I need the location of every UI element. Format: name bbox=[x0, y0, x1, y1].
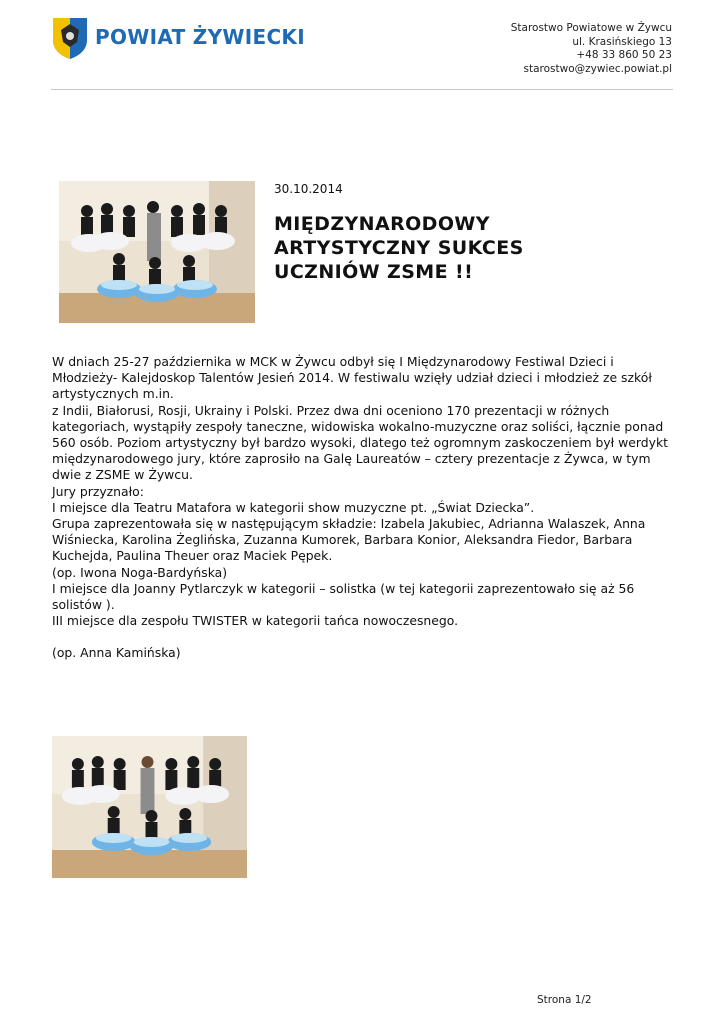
article-photo bbox=[59, 181, 255, 323]
county-coat-of-arms-icon bbox=[51, 16, 89, 60]
paragraph: Jury przyznało: bbox=[52, 483, 144, 499]
title-line: MIĘDZYNARODOWY bbox=[274, 213, 490, 235]
header-divider bbox=[51, 89, 673, 90]
paragraph: III miejsce dla zespołu TWISTER w kategorii tańca nowoczesnego. bbox=[52, 613, 459, 629]
paragraph: I miejsce dla Joanny Pytlarczyk w kategorii – solistka (w tej kategorii zaprezentowało się aż 56 solistów ). bbox=[52, 580, 635, 613]
paragraph-spacer bbox=[52, 629, 677, 645]
office-address: ul. Krasińskiego 13 bbox=[572, 35, 672, 48]
paragraph: (op. Iwona Noga-Bardyńska) bbox=[52, 564, 228, 580]
contact-block bbox=[511, 22, 672, 76]
gallery-photo bbox=[52, 736, 247, 878]
paragraph: I miejsce dla Teatru Matafora w kategorii show muzyczne pt. „Świat Dziecka”. bbox=[52, 499, 535, 515]
article-body bbox=[52, 354, 677, 662]
paragraph: (op. Anna Kamińska) bbox=[52, 645, 181, 661]
article-title bbox=[274, 212, 654, 284]
page-number: Strona 1/2 bbox=[537, 994, 592, 1006]
office-phone[interactable]: +48 33 860 50 23 bbox=[576, 49, 672, 61]
paragraph: W dniach 25-27 października w MCK w Żywcu odbył się I Międzynarodowy Festiwal Dzieci i Młodzieży- Kalejdoskop Talentów Jesień 2014. W festiwalu wzięły udział dzieci i młodzież ze szkół artystycznych m.in. bbox=[52, 354, 652, 402]
office-email[interactable]: starostwo@zywiec.powiat.pl bbox=[523, 62, 672, 75]
logo-text: POWIAT ŻYWIECKI bbox=[95, 25, 305, 49]
office-name: Starostwo Powiatowe w Żywcu bbox=[510, 22, 672, 34]
paragraph: z Indii, Białorusi, Rosji, Ukrainy i Polski. Przez dwa dni oceniono 170 prezentacji w różnych kategoriach, wystąpiły zespoły taneczne, widowiska wokalno-muzyczne oraz soliści, łącznie ponad 560 osób. Poziom artystyczny był bardzo wysoki, dlatego też ogromnym zaskoczeniem był werdykt międzynarodowego jury, które zaprosiło na Galę Laureatów – cztery prezentacje z Żywca, w tym dwie z ZSME w Żywcu. bbox=[52, 402, 668, 483]
county-logo bbox=[51, 16, 305, 60]
article-date: 30.10.2014 bbox=[274, 182, 343, 196]
title-line: ARTYSTYCZNY SUKCES bbox=[274, 237, 524, 259]
title-line: UCZNIÓW ZSME !! bbox=[274, 261, 474, 283]
paragraph: Grupa zaprezentowała się w następującym składzie: Izabela Jakubiec, Adrianna Walaszek, Anna Wiśniecka, Karolina Żeglińska, Zuzanna Kumorek, Barbara Konior, Aleksandra Fiedor, Barbara Kuchejda, Paulina Theuer oraz Maciek Pępek. bbox=[52, 516, 646, 564]
